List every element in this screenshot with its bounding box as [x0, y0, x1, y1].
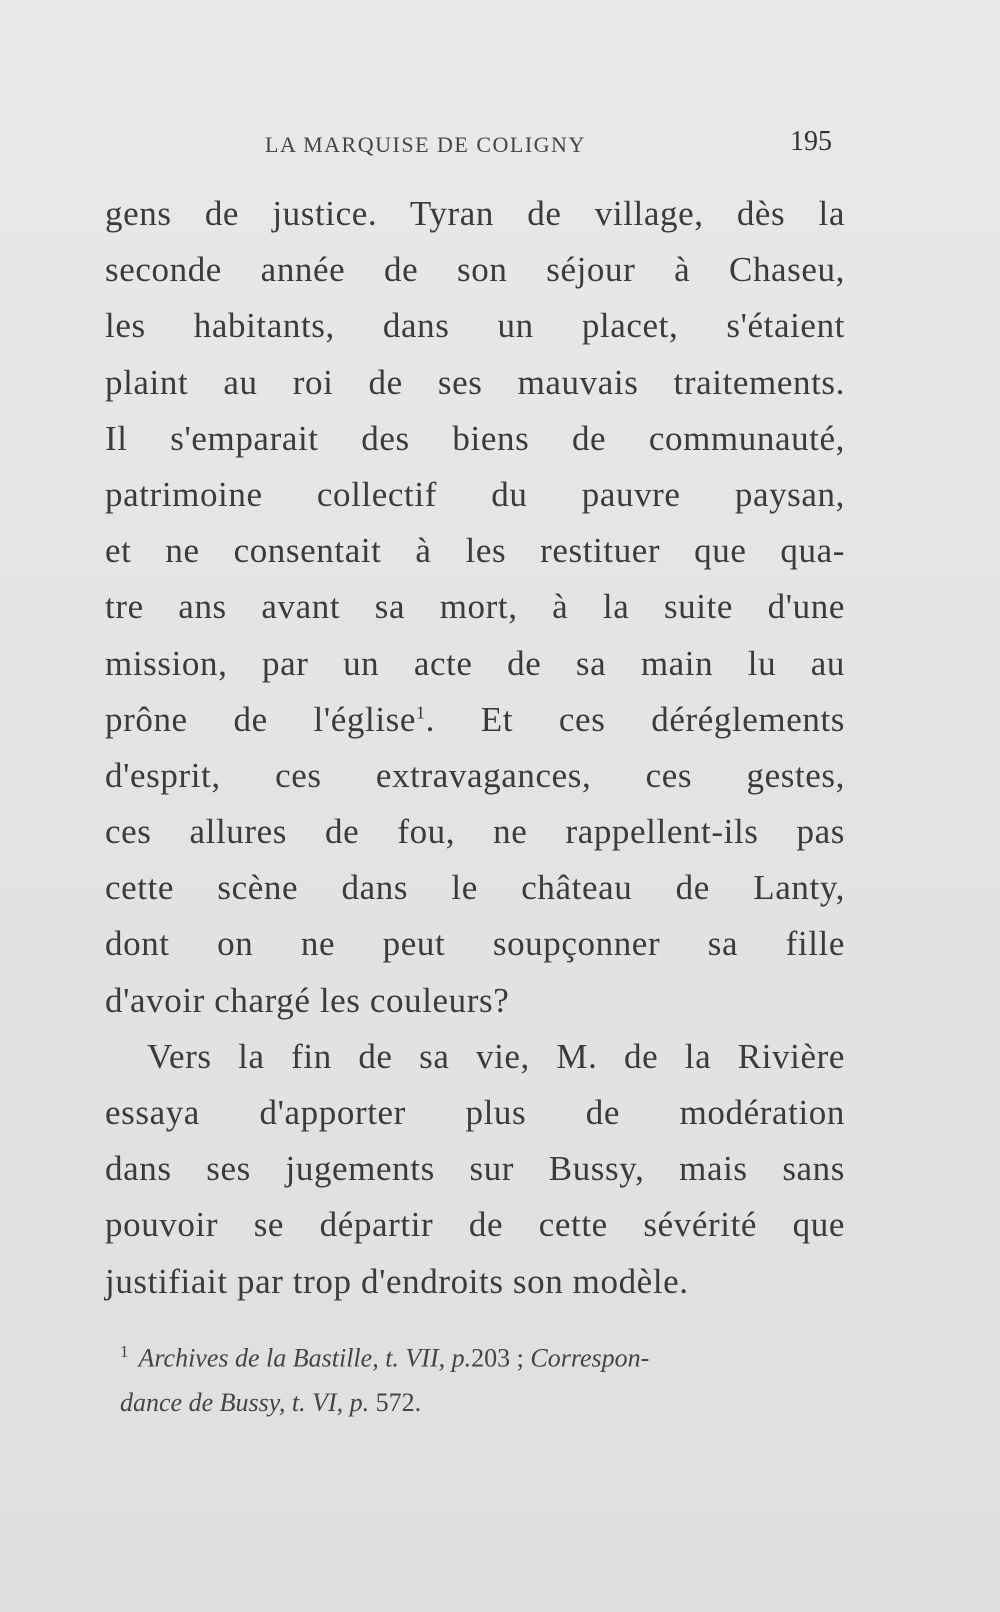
footnote-reference: 1 — [416, 702, 426, 723]
text-line: et ne consentait à les restituer que qua- — [105, 531, 845, 571]
text-line: cette scène dans le château de Lanty, — [105, 868, 845, 908]
text-line: seconde année de son séjour à Chaseu, — [105, 250, 845, 290]
footnote-source: Archives de la Bastille, t. VII, p. — [138, 1343, 472, 1373]
footnote-mark: 1 — [120, 1342, 129, 1361]
text-line-with-footnote-ref — [105, 692, 845, 748]
running-header — [0, 126, 1000, 166]
text-line: ces allures de fou, ne rappellent-ils pas — [105, 812, 845, 852]
footnote-page: 203 ; — [471, 1343, 531, 1373]
text-line: justifiait par trop d'endroits son modèle. — [105, 1261, 689, 1301]
footnote-page: 572. — [369, 1387, 422, 1417]
text-fragment: . Et ces déréglements — [425, 699, 846, 739]
text-line: pouvoir se départir de cette sévérité que — [105, 1205, 845, 1245]
text-fragment: prône de l'église — [105, 699, 417, 739]
footnote-source: Correspon- — [530, 1343, 650, 1373]
text-line: patrimoine collectif du pauvre paysan, — [105, 474, 845, 514]
page-number: 195 — [790, 126, 832, 157]
text-line: les habitants, dans un placet, s'étaient — [105, 306, 845, 346]
text-line: d'esprit, ces extravagances, ces gestes, — [105, 755, 845, 795]
footnote-line — [120, 1330, 860, 1381]
text-line: essaya d'apporter plus de modération — [105, 1093, 845, 1132]
text-line: gens de justice. Tyran de village, dès la — [105, 194, 845, 233]
running-title: LA MARQUISE DE COLIGNY — [265, 132, 586, 157]
text-line: plaint au roi de ses mauvais traitements. — [105, 362, 845, 402]
footnote-line — [120, 1381, 860, 1425]
text-line: Il s'emparait des biens de communauté, — [105, 418, 845, 458]
text-line: mission, par un acte de sa main lu au — [105, 643, 845, 683]
text-line: tre ans avant sa mort, à la suite d'une — [105, 587, 845, 627]
footnote-source: dance de Bussy, t. VI, p. — [120, 1387, 370, 1417]
footnote — [120, 1330, 860, 1425]
paragraph-start-line: Vers la fin de sa vie, M. de la Rivière — [147, 1036, 845, 1076]
text-line: dans ses jugements sur Bussy, mais sans — [105, 1149, 845, 1189]
body-text — [105, 186, 845, 1310]
text-line: d'avoir chargé les couleurs? — [105, 980, 510, 1020]
text-line: dont on ne peut soupçonner sa fille — [105, 924, 845, 964]
